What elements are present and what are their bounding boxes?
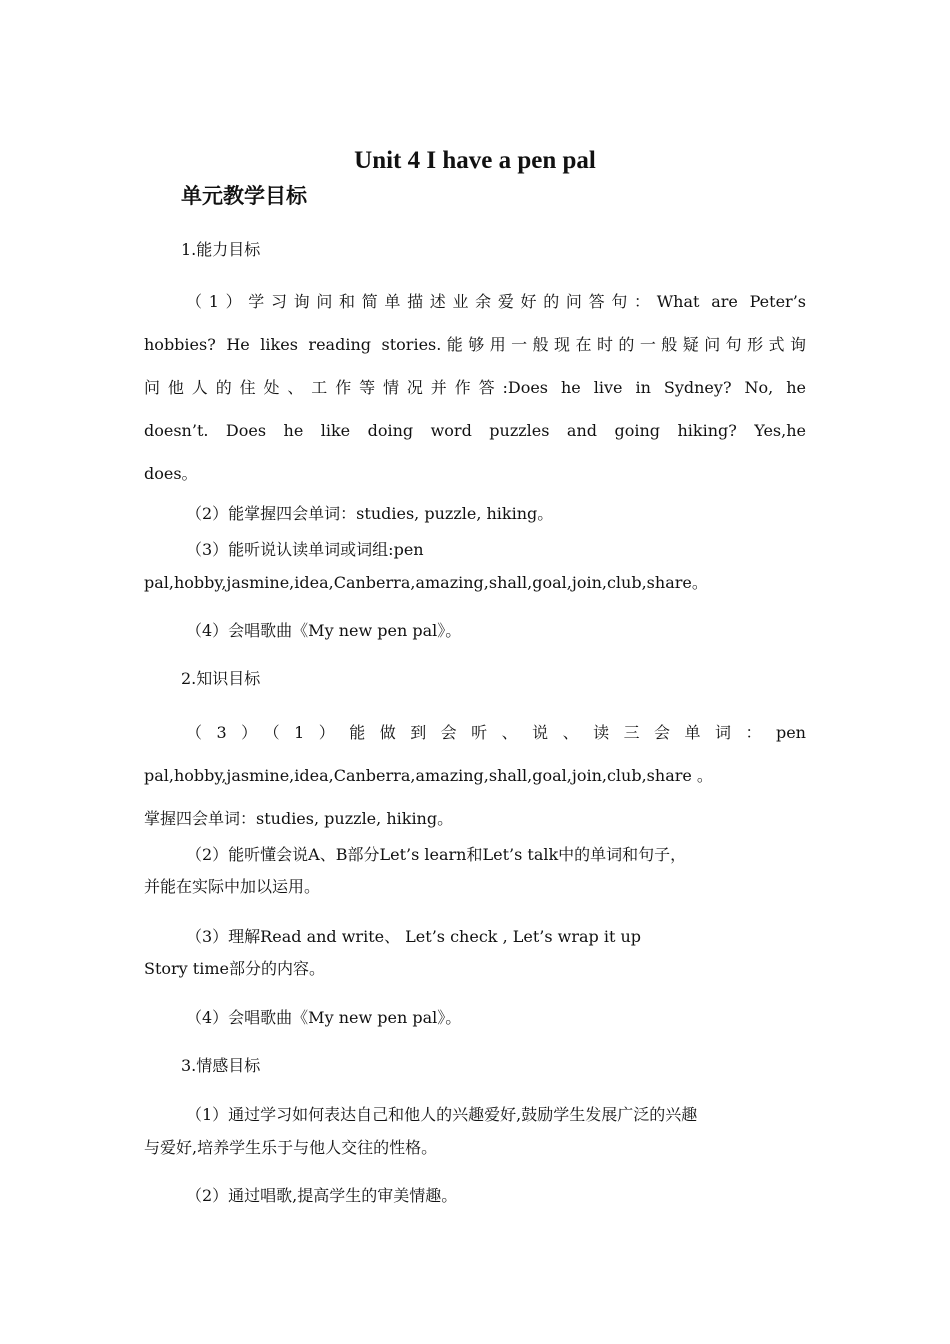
s2-item1-line1: （3）（1）能做到会听、说、读三会单词：pen — [186, 723, 806, 742]
s2-item3-line1: （3）理解Read and write、 Let’s check , Let’s wrap it up — [186, 927, 642, 946]
s1-item2: （2）能掌握四会单词：studies, puzzle, hiking。 — [186, 504, 554, 523]
s2-item4: （4）会唱歌曲《My new pen pal》。 — [186, 1008, 462, 1027]
s2-item3-line2: Story time部分的内容。 — [144, 959, 325, 978]
s1-item1-line3: 问他人的住处、工作等情况并作答:Does he live in Sydney? No, he — [144, 378, 806, 397]
s1-item1-line2: hobbies? He likes reading stories.能够用一般现在时的一般疑问句形式询 — [144, 335, 806, 354]
s1-item1-line5: does。 — [144, 464, 198, 483]
document-title: Unit 4 I have a pen pal — [354, 147, 596, 174]
s2-item2-line1: （2）能听懂会说A、B部分Let’s learn和Let’s talk中的单词和句子， — [186, 845, 687, 864]
section1-title: 1.能力目标 — [181, 240, 261, 259]
section2-title: 2.知识目标 — [181, 669, 261, 688]
s2-item1-line3: 掌握四会单词：studies, puzzle, hiking。 — [144, 809, 454, 828]
s3-item1-line1: （1）通过学习如何表达自己和他人的兴趣爱好,鼓励学生发展广泛的兴趣 — [186, 1105, 698, 1124]
s1-item1-line4: doesn’t. Does he like doing word puzzles and going hiking? Yes,he — [144, 421, 806, 440]
s1-item4: （4）会唱歌曲《My new pen pal》。 — [186, 621, 462, 640]
s3-item2: （2）通过唱歌,提高学生的审美情趣。 — [186, 1186, 458, 1205]
s3-item1-line2: 与爱好,培养学生乐于与他人交往的性格。 — [144, 1138, 438, 1157]
section3-title: 3.情感目标 — [181, 1056, 261, 1075]
s1-item1-line1: （1）学习询问和简单描述业余爱好的问答句：What are Peter’s — [186, 292, 806, 311]
s2-item2-line2: 并能在实际中加以运用。 — [144, 877, 321, 896]
s2-item1-line2: pal,hobby,jasmine,idea,Canberra,amazing,shall,goal,join,club,share 。 — [144, 766, 713, 785]
section-heading: 单元教学目标 — [181, 184, 307, 208]
s1-item3-line2: pal,hobby,jasmine,idea,Canberra,amazing,shall,goal,join,club,share。 — [144, 573, 708, 592]
s1-item3-line1: （3）能听说认读单词或词组:pen — [186, 540, 424, 559]
